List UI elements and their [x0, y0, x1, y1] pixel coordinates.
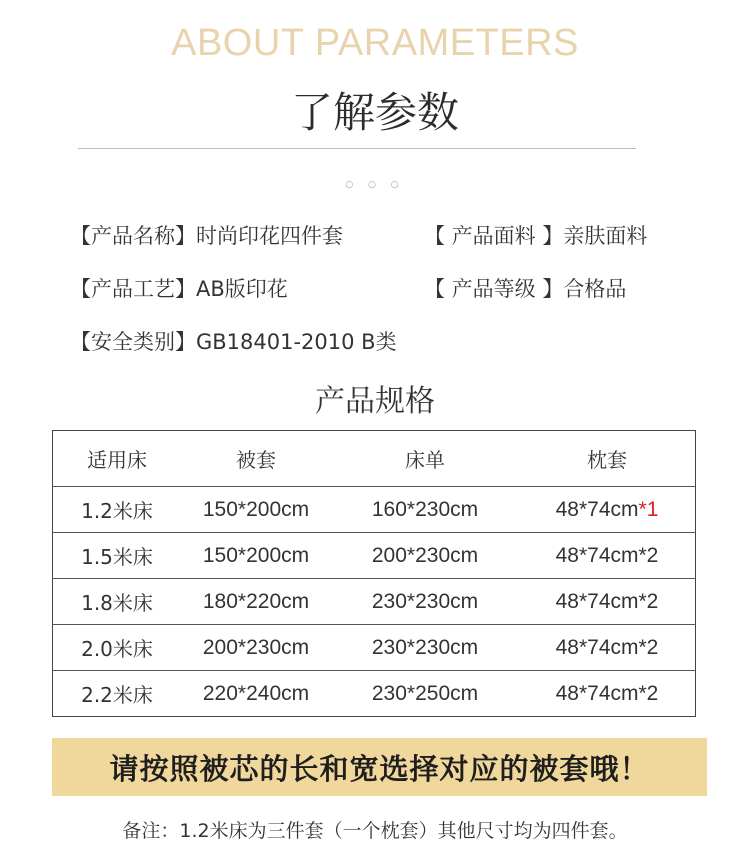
cell-quilt-cover: 150*200cm	[181, 487, 331, 533]
param-product-name: 【产品名称】时尚印花四件套	[70, 224, 343, 248]
param-safety-class: 【安全类别】GB18401-2010 B类	[70, 330, 397, 354]
table-row	[53, 533, 696, 579]
cell-bed-sheet: 160*230cm	[331, 487, 519, 533]
size-advice-banner	[52, 738, 707, 796]
cell-bed: 2.0米床	[53, 625, 182, 671]
decorative-dots: ○ ○ ○	[345, 180, 405, 190]
header-quilt-cover: 被套	[236, 448, 276, 472]
cell-bed: 1.8米床	[53, 579, 182, 625]
cell-pillowcase: 48*74cm*2	[519, 625, 696, 671]
cell-bed: 1.5米床	[53, 533, 182, 579]
spec-table	[52, 430, 696, 717]
cell-quilt-cover: 220*240cm	[181, 671, 331, 717]
cell-bed-sheet: 200*230cm	[331, 533, 519, 579]
table-row	[53, 579, 696, 625]
section-title: 了解参数	[290, 88, 459, 137]
cell-pillowcase	[519, 487, 696, 533]
cell-bed-sheet: 230*230cm	[331, 579, 519, 625]
footnote: 备注：1.2米床为三件套（一个枕套）其他尺寸均为四件套。	[122, 820, 628, 842]
cell-quilt-cover: 150*200cm	[181, 533, 331, 579]
param-grade: 【 产品等级 】合格品	[424, 277, 627, 301]
title-divider	[78, 148, 636, 149]
param-craft: 【产品工艺】AB版印花	[70, 277, 288, 301]
cell-pillowcase: 48*74cm*2	[519, 671, 696, 717]
cell-pillowcase: 48*74cm*2	[519, 533, 696, 579]
cell-bed: 2.2米床	[53, 671, 182, 717]
spec-title: 产品规格	[315, 384, 435, 419]
banner-text: 请按照被芯的长和宽选择对应的被套哦！	[109, 751, 650, 786]
cell-bed-sheet: 230*250cm	[331, 671, 519, 717]
cell-bed: 1.2米床	[53, 487, 182, 533]
english-section-title: ABOUT PARAMETERS	[171, 22, 579, 64]
cell-bed-sheet: 230*230cm	[331, 625, 519, 671]
pillowcase-count: *1	[638, 497, 659, 521]
param-fabric: 【 产品面料 】亲肤面料	[424, 224, 648, 248]
header-pillowcase: 枕套	[587, 448, 627, 472]
header-bed: 适用床	[87, 448, 147, 472]
cell-quilt-cover: 200*230cm	[181, 625, 331, 671]
table-row	[53, 671, 696, 717]
pillowcase-size: 48*74cm	[555, 497, 639, 521]
table-header-row	[53, 431, 696, 487]
table-row	[53, 625, 696, 671]
cell-pillowcase: 48*74cm*2	[519, 579, 696, 625]
header-bed-sheet: 床单	[405, 448, 445, 472]
table-row	[53, 487, 696, 533]
cell-quilt-cover: 180*220cm	[181, 579, 331, 625]
